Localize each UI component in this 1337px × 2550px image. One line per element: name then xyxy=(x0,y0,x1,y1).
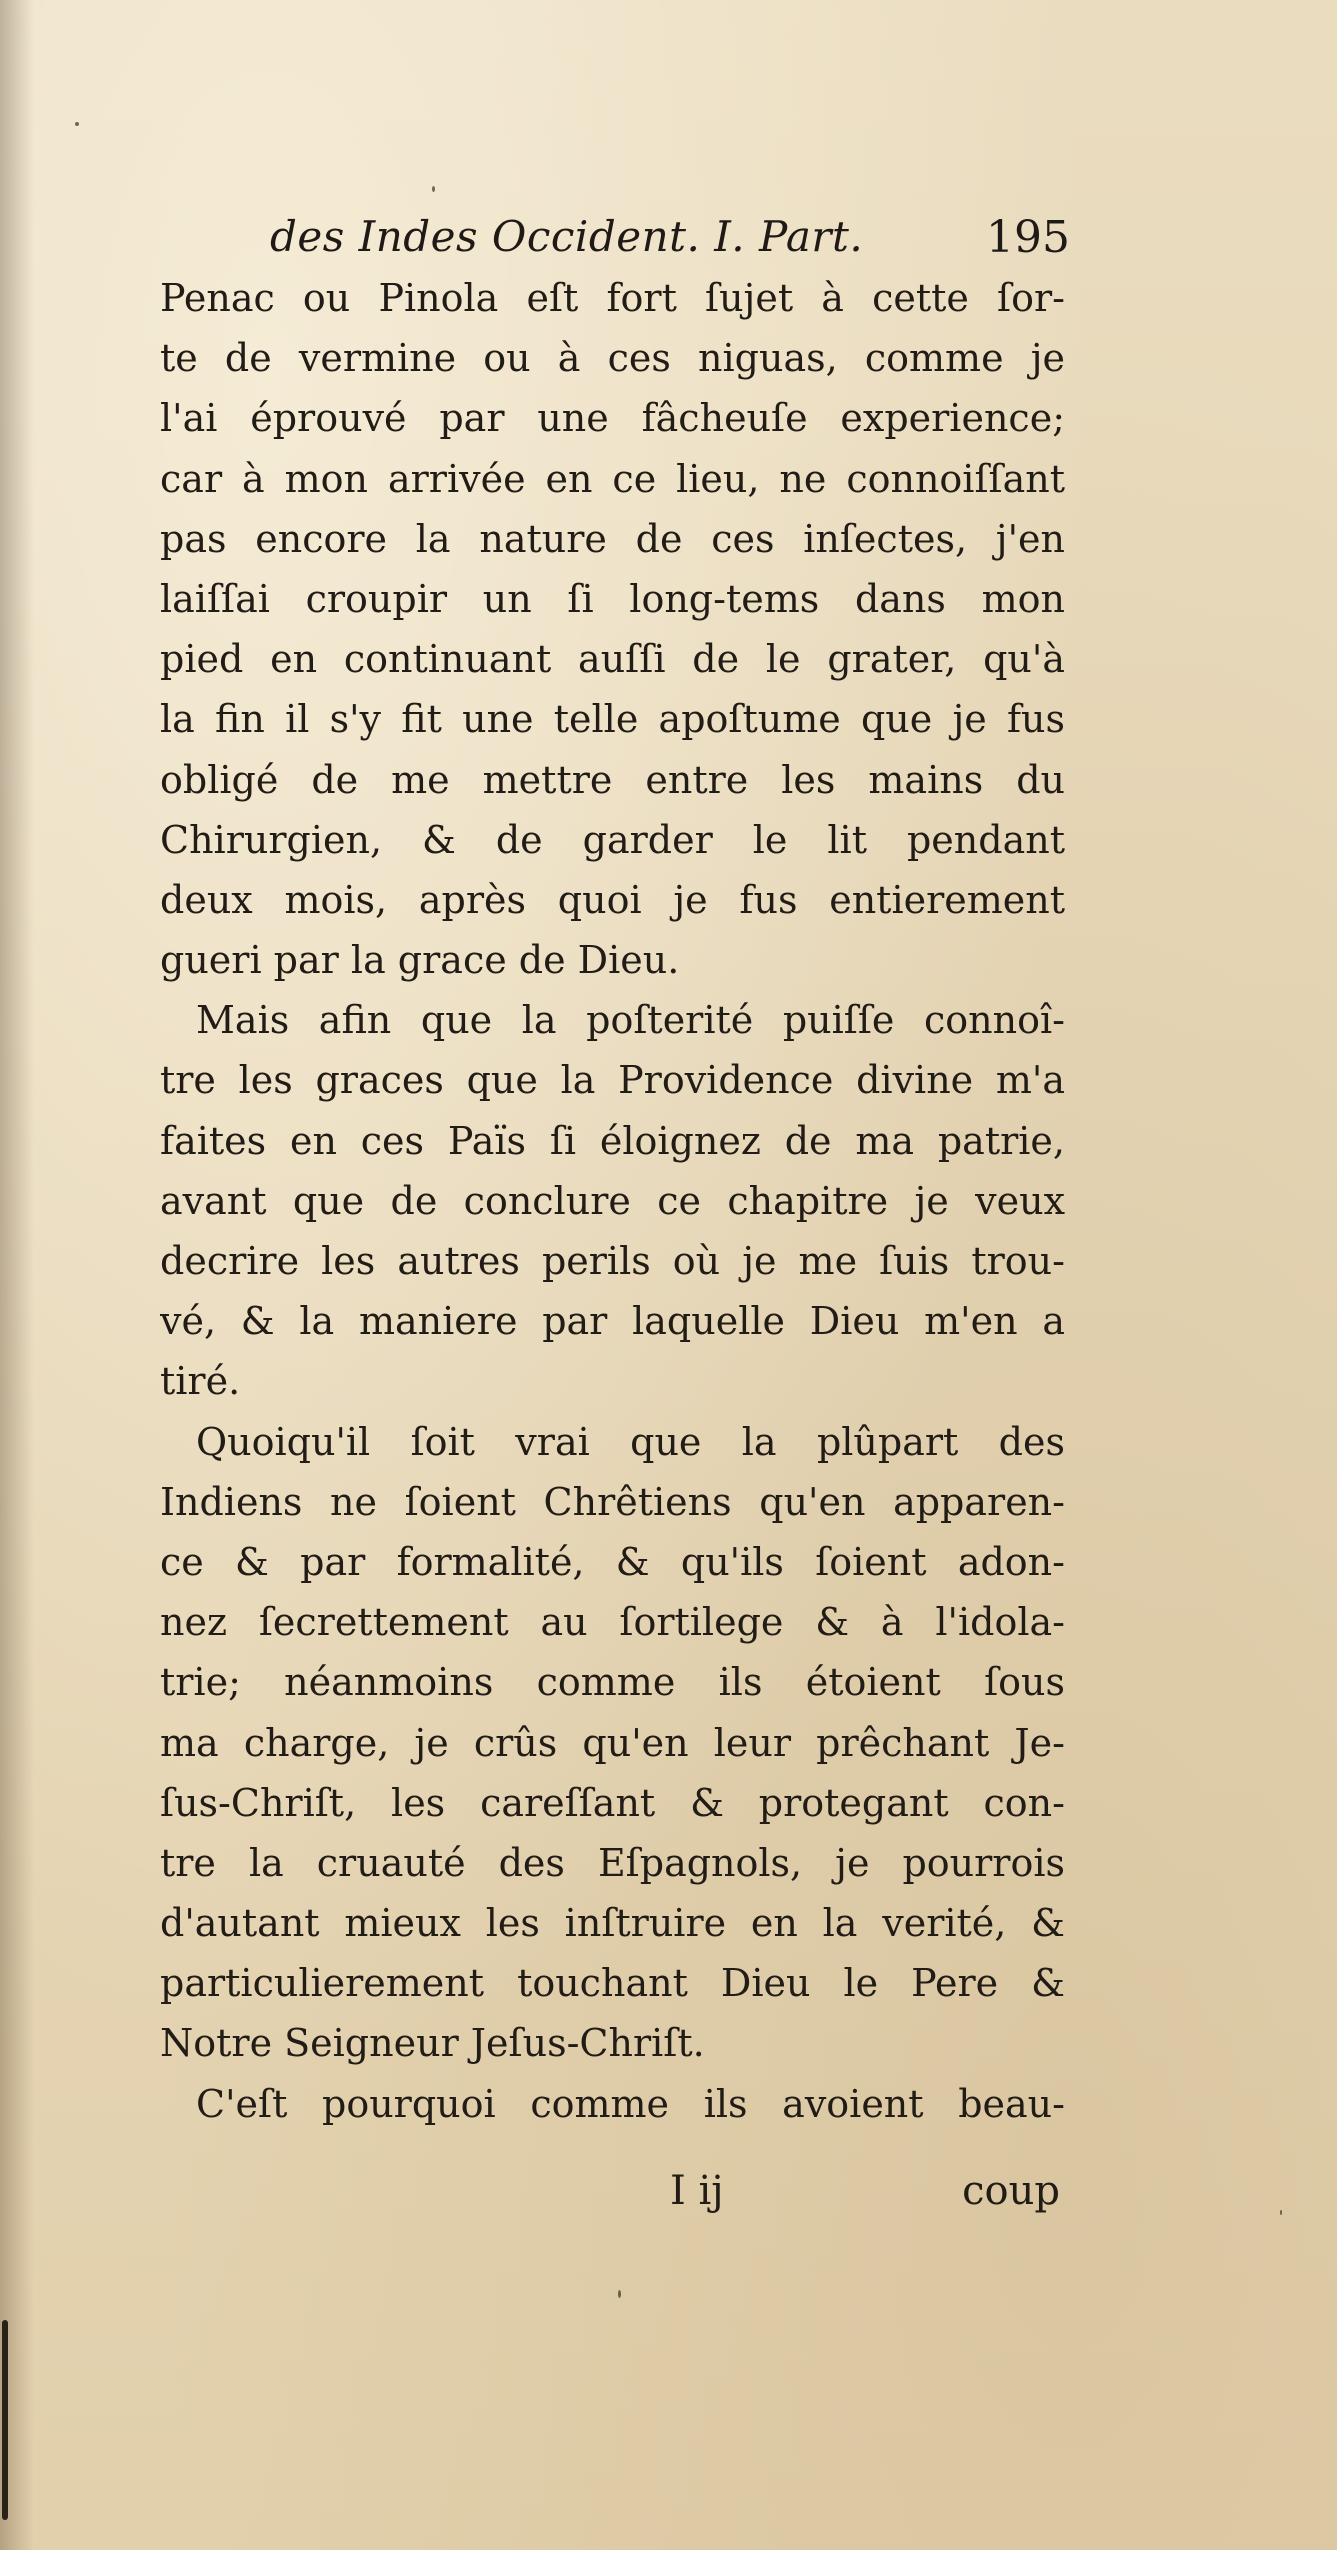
running-head: des Indes Occident. I. Part. xyxy=(270,212,864,261)
paper-speck xyxy=(75,122,79,126)
text-line: car à mon arrivée en ce lieu, ne connoiſſant xyxy=(160,456,1065,501)
paper-speck xyxy=(618,2290,621,2298)
page-header xyxy=(270,212,1070,274)
text-line: tre la cruauté des Eſpagnols, je pourrois xyxy=(160,1840,1065,1885)
text-line: C'eſt pourquoi comme ils avoient beau- xyxy=(196,2081,1065,2126)
text-line: decrire les autres perils où je me ſuis trou- xyxy=(160,1239,1065,1283)
text-line: Chirurgien, & de garder le lit pendant xyxy=(160,817,1065,862)
text-line: gueri par la grace de Dieu. xyxy=(160,938,680,983)
text-line: nez ſecrettement au ſortilege & à l'idola- xyxy=(160,1600,1065,1645)
body-text xyxy=(160,268,1065,2134)
text-line: trie; néanmoins comme ils étoient ſous xyxy=(160,1660,1065,1705)
page-footer xyxy=(670,2168,1060,2228)
text-line: Indiens ne ſoient Chrêtiens qu'en apparen- xyxy=(160,1479,1065,1524)
text-line: obligé de me mettre entre les mains du xyxy=(160,757,1065,802)
text-line: laiſſai croupir un ſi long-tems dans mon xyxy=(160,576,1065,621)
text-line: faites en ces Païs ſi éloignez de ma patrie, xyxy=(160,1118,1065,1163)
text-line: Notre Seigneur Jeſus-Chriſt. xyxy=(160,2021,705,2066)
paper-speck xyxy=(1280,2210,1282,2215)
text-line: l'ai éprouvé par une fâcheuſe experience; xyxy=(160,396,1065,441)
text-line: vé, & la maniere par laquelle Dieu m'en a xyxy=(160,1299,1065,1344)
catchword: coup xyxy=(962,2168,1060,2214)
text-line: pas encore la nature de ces inſectes, j'en xyxy=(160,516,1065,561)
text-line: Penac ou Pinola eſt fort ſujet à cette ſor- xyxy=(160,276,1065,320)
text-line: particulierement touchant Dieu le Pere & xyxy=(160,1961,1065,2006)
text-line: Quoiqu'il ſoit vrai que la plûpart des xyxy=(196,1419,1065,1464)
text-line: avant que de conclure ce chapitre je veux xyxy=(160,1178,1065,1223)
text-line: ce & par formalité, & qu'ils ſoient adon- xyxy=(160,1539,1065,1584)
gutter-shadow xyxy=(0,0,34,2550)
text-line: tre les graces que la Providence divine m'a xyxy=(160,1058,1065,1103)
text-line: d'autant mieux les inſtruire en la verité, & xyxy=(160,1901,1065,1946)
page-edge-mark xyxy=(2,2320,8,2520)
page-number: 195 xyxy=(986,212,1070,263)
text-line: Mais afin que la poſterité puiſſe connoî- xyxy=(196,998,1065,1043)
text-line: la fin il s'y fit une telle apoſtume que je fus xyxy=(160,697,1065,742)
text-line: ſus-Chriſt, les careſſant & protegant con- xyxy=(160,1780,1065,1825)
text-line: ma charge, je crûs qu'en leur prêchant Je- xyxy=(160,1720,1065,1765)
text-line: tiré. xyxy=(160,1359,241,1404)
text-line: te de vermine ou à ces niguas, comme je xyxy=(160,336,1065,381)
signature-mark: I ij xyxy=(670,2168,724,2214)
paper-speck xyxy=(432,186,435,192)
text-line: deux mois, après quoi je fus entierement xyxy=(160,877,1065,922)
text-line: pied en continuant auſſi de le grater, qu'à xyxy=(160,637,1065,682)
